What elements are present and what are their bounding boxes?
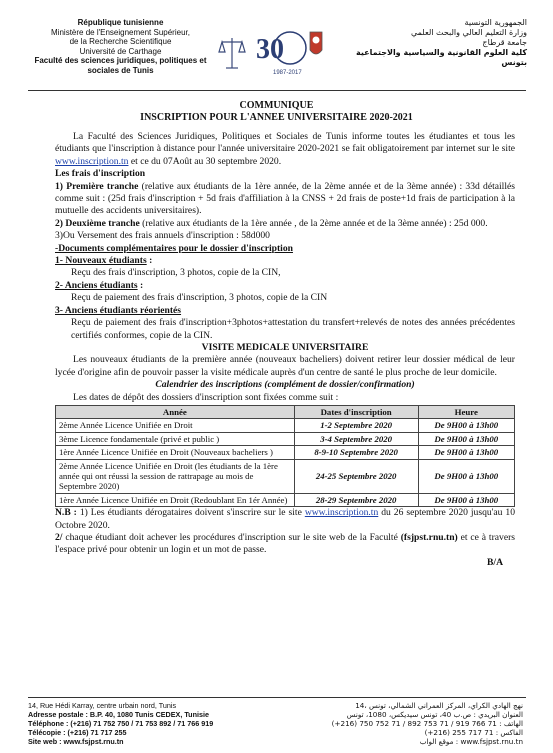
docs-new-label: 1- Nouveaux étudiants :: [55, 255, 153, 267]
cell-date: 8-9-10 Septembre 2020: [294, 446, 418, 459]
header-left-line: République tunisienne: [77, 18, 164, 27]
footer-right: [332, 701, 523, 746]
scales-icon: [219, 38, 245, 68]
fees-annual: 3)Ou Versement des frais annuels d'inscription : 58d000: [55, 230, 270, 242]
cell-year: 1ère Année Licence Unifiée en Droit (Redoublant En 1ér Année): [56, 493, 295, 506]
footer-right-line: الفاكس : 71 717 255 (216+): [424, 728, 523, 737]
signoff: B/A: [487, 556, 503, 568]
emblem-icon: [310, 32, 322, 54]
calendar-intro: Les dates de dépôt des dossiers d'inscription sont fixées comme suit :: [73, 391, 339, 403]
cell-year: 2ème Année Licence Unifiée en Droit (les étudiants de la 1ère année qui ont réussi la session de rattrapage au mois de Septembre 2020): [56, 459, 295, 493]
fees-heading: Les frais d'inscription: [55, 168, 146, 180]
footer-left-line: 14, Rue Hédi Karray, centre urbain nord, Tunis: [28, 701, 177, 710]
fees-tranche-1: 1) Première tranche (relative aux étudiants de la 1ère année, de la 2ème année et de la 3ème année) : 33d détaillés comme suit : (25d frais d'inscription + 5d frais d'affiliation à la CNSS + 2d frais de poste+1d frais de participation à la mutuelle des accidents universitaires).: [55, 180, 516, 217]
cell-year: 3ème Licence fondamentale (privé et public ): [56, 432, 295, 445]
logo-years: 1987-2017: [273, 70, 302, 76]
inscription-link[interactable]: www.inscription.tn: [304, 507, 379, 519]
table-row: [56, 459, 515, 493]
cell-hour: De 9H00 à 13h00: [418, 419, 514, 432]
cell-hour: De 9H00 à 13h00: [418, 432, 514, 445]
header-left-line: Faculté des sciences juridiques, politiques et: [34, 56, 207, 65]
header-right-line: وزارة التعليم العالي والبحث العلمي: [411, 28, 527, 37]
footer-left-line: Téléphone : (+216) 71 752 750 / 71 753 892 / 71 766 919: [28, 719, 214, 728]
docs-reo-label: 3- Anciens étudiants réorientés: [55, 304, 182, 316]
column-header: Dates d'inscription: [294, 405, 418, 418]
header-left-line: de la Recherche Scientifique: [69, 37, 172, 46]
nb-paragraph-1: N.B : 1) Les étudiants dérogataires doivent s'inscrire sur le site www.inscription.tn du 26 septembre 2020 jusqu'au 10 Octobre 2020.: [55, 507, 515, 531]
header-left-line: sociales de Tunis: [87, 65, 154, 75]
page-subtitle: INSCRIPTION POUR L'ANNEE UNIVERSITAIRE 2020-2021: [140, 112, 413, 123]
cell-year: 1ère Année Licence Unifiée en Droit (Nouveaux bacheliers ): [56, 446, 295, 459]
footer-left-line: Site web : www.fsjpst.rnu.tn: [28, 737, 124, 746]
column-header: Heure: [418, 405, 514, 418]
header-left-line: Ministère de l'Enseignement Supérieur,: [51, 27, 190, 37]
cell-date: 24-25 Septembre 2020: [294, 459, 418, 493]
medical-heading: VISITE MEDICALE UNIVERSITAIRE: [201, 341, 369, 353]
header-right-line: الجمهورية التونسية: [464, 18, 527, 27]
column-header: Année: [56, 405, 295, 418]
inscription-link[interactable]: www.inscription.tn: [55, 155, 129, 167]
cell-hour: De 9H00 à 13h00: [418, 493, 514, 506]
footer-right-line: الهاتف : 71 766 919 / 71 753 892 / 71 752 750 (216+): [331, 719, 523, 728]
cell-date: 28-29 Septembre 2020: [294, 493, 418, 506]
table-row: [56, 493, 515, 506]
header-left: [28, 18, 213, 75]
nb-paragraph-2: 2/ chaque étudiant doit achever les procédures d'inscription sur le site web de la Faculté (fsjpst.rnu.tn) et ce à travers l'espace privé pour obtenir un login et un mot de passe.: [55, 532, 515, 556]
footer-right-line: 14، نهج الهادي الكراي، المركز العمراني الشمالي، تونس: [355, 701, 523, 710]
docs-old-text: Reçu de paiement des frais d'inscription, 3 photos, copie de la CIN: [71, 292, 328, 304]
faculty-logo: [218, 18, 328, 84]
medical-text: Les nouveaux étudiants de la première année (nouveaux bacheliers) doivent retirer leur dossier médical de leur lycée d'origine afin de pouvoir passer la visite médicale auprès d'un centre de santé le plus proche de leur domicile.: [55, 354, 515, 378]
docs-old-label: 2- Anciens étudiants :: [55, 279, 144, 291]
header-right-line: جامعة قرطاج: [482, 38, 527, 47]
page-title: COMMUNIQUE: [239, 100, 314, 111]
header-divider: [28, 90, 526, 91]
table-row: [56, 432, 515, 445]
header-right: [342, 18, 527, 68]
footer-left: [28, 701, 213, 746]
intro-paragraph: La Faculté des Sciences Juridiques, Politiques et Sociales de Tunis informe toutes les étudiantes et tous les étudiants que l'inscription à distance pour l'année universitaire 2020-2021 se fait obligatoirement par internet sur le site www.inscription.tn et ce du 07Août au 30 septembre 2020.: [55, 131, 515, 167]
footer-right-line: موقع الواب : www.fsjpst.rnu.tn: [419, 737, 523, 746]
footer-right-line: العنوان البريدي : ص.ب 40، تونس سيديكس، 1080، تونس: [346, 710, 523, 719]
docs-new-text: Reçu des frais d'inscription, 3 photos, copie de la CIN,: [71, 267, 281, 279]
cell-date: 1-2 Septembre 2020: [294, 419, 418, 432]
header-right-line: كلية العلوم القانونية والسياسية والاجتماعية بتونس: [356, 48, 527, 67]
logo-number: 30: [256, 34, 284, 65]
table-header-row: [56, 405, 515, 418]
fees-tranche-2: 2) Deuxième tranche (relative aux étudiants de la 1ère année , de la 2ème année et de la 3ème année) : 25d 000.: [55, 217, 488, 229]
calendar-table: [55, 405, 515, 507]
faculty-site: (fsjpst.rnu.tn): [400, 532, 458, 543]
footer-left-line: Adresse postale : B.P. 40, 1080 Tunis CEDEX, Tunisie: [28, 710, 209, 719]
table-row: [56, 446, 515, 459]
table-row: [56, 419, 515, 432]
document-body: [55, 131, 515, 569]
cell-hour: De 9H00 à 13h00: [418, 459, 514, 493]
calendar-title: Calendrier des inscriptions (complément de dossier/confirmation): [155, 379, 415, 391]
header-left-line: Université de Carthage: [79, 46, 162, 56]
cell-year: 2ème Année Licence Unifiée en Droit: [56, 419, 295, 432]
footer-left-line: Télécopie : (+216) 71 717 255: [28, 728, 127, 737]
footer-divider: [28, 697, 526, 698]
cell-hour: De 9H00 à 13h00: [418, 446, 514, 459]
docs-reo-text: Reçu de paiement des frais d'inscription+3photos+attestation du transfert+relevés de notes des années précédentes certifiés conformes, copie de la CIN.: [71, 317, 515, 341]
cell-date: 3-4 Septembre 2020: [294, 432, 418, 445]
docs-heading: -Documents complémentaires pour le dossier d'inscription: [55, 242, 293, 254]
